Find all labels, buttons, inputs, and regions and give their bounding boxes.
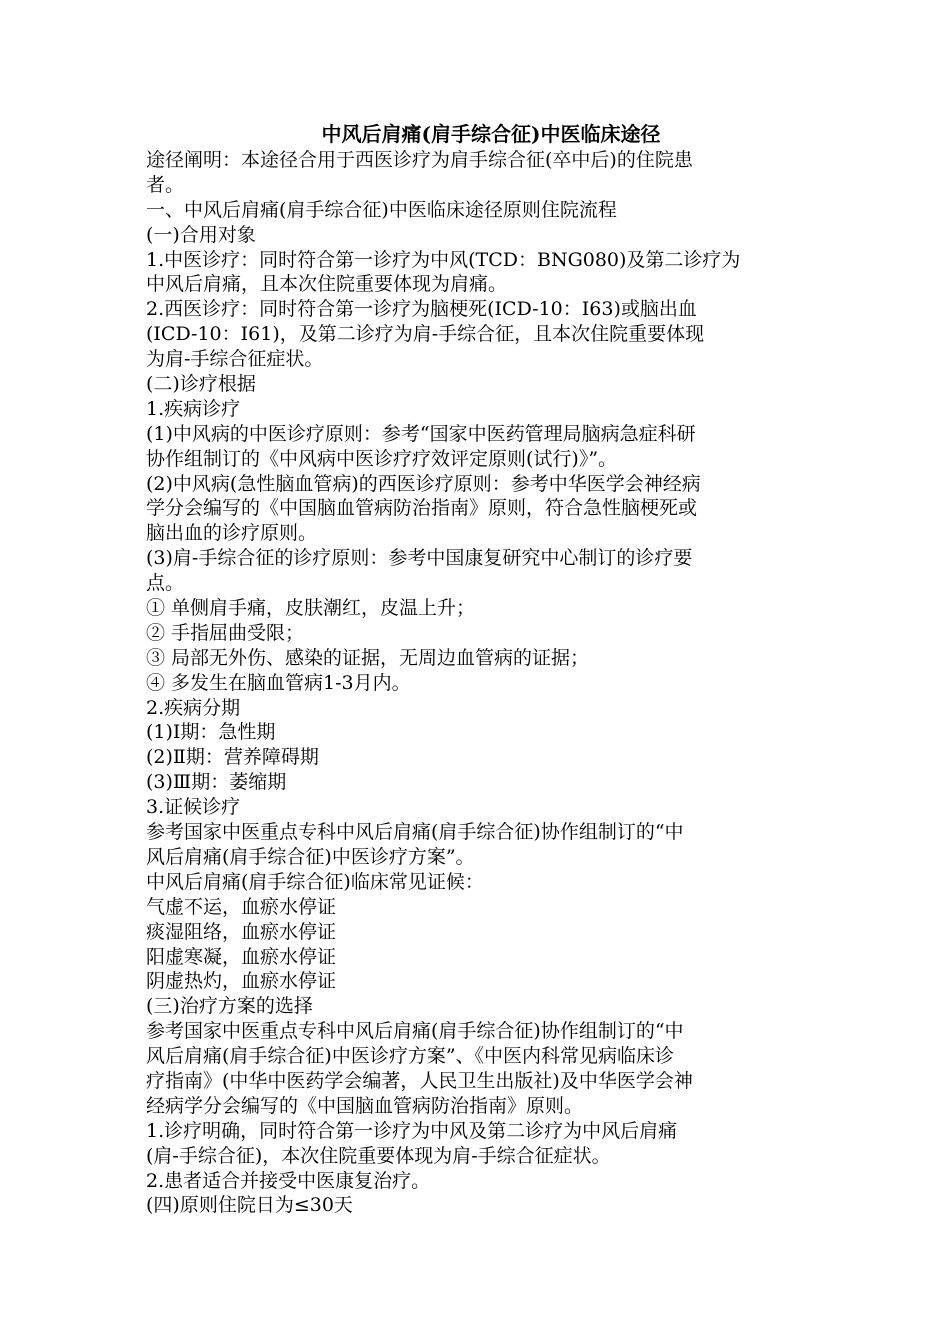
- text-line: 1.诊疗明确，同时符合第一诊疗为中风及第二诊疗为中风后肩痛: [146, 1119, 678, 1142]
- text-line: ③ 局部无外伤、感染的证据，无周边血管病的证据；: [146, 646, 590, 669]
- text-line: (四)原则住院日为≤30天: [146, 1194, 353, 1217]
- text-line: (3)肩-手综合征的诊疗原则：参考中国康复研究中心制订的诊疗要: [146, 547, 693, 570]
- document-body: [146, 148, 816, 1218]
- text-line: 痰湿阻络，血瘀水停证: [146, 920, 337, 943]
- text-line: 途径阐明：本途径合用于西医诊疗为肩手综合征(卒中后)的住院患: [146, 149, 693, 171]
- text-line: ④ 多发生在脑血管病1-3月内。: [146, 671, 411, 694]
- text-line: (3)Ⅲ期：萎缩期: [146, 771, 287, 794]
- text-line: ② 手指屈曲受限；: [146, 621, 305, 644]
- text-line: (肩-手综合征)，本次住院重要体现为肩-手综合征症状。: [146, 1144, 611, 1167]
- document-title: 中风后肩痛(肩手综合征)中医临床途径: [321, 122, 661, 146]
- document-page: [146, 120, 816, 1218]
- text-line: (三)治疗方案的选择: [146, 995, 313, 1018]
- text-line: 中风后肩痛，且本次住院重要体现为肩痛。: [146, 273, 508, 296]
- text-line: 中风后肩痛(肩手综合征)临床常见证候：: [146, 870, 484, 893]
- text-line: 点。: [146, 572, 185, 595]
- text-line: 1.疾病诊疗: [146, 397, 241, 420]
- text-line: 参考国家中医重点专科中风后肩痛(肩手综合征)协作组制订的“中: [146, 1020, 684, 1043]
- text-line: 经病学分会编写的《中国脑血管病防治指南》原则。: [146, 1094, 584, 1117]
- text-line: 阴虚热灼，血瘀水停证: [146, 970, 337, 993]
- text-line: 协作组制订的《中风病中医诊疗疗效评定原则(试行)》”。: [146, 447, 618, 470]
- text-line: (一)合用对象: [146, 223, 256, 246]
- text-line: 阳虚寒凝，血瘀水停证: [146, 945, 337, 968]
- text-line: (ICD-10：I61)，及第二诊疗为肩-手综合征，且本次住院重要体现: [146, 323, 705, 346]
- text-line: 学分会编写的《中国脑血管病防治指南》原则，符合急性脑梗死或: [146, 497, 698, 520]
- text-line: (2)Ⅱ期：营养障碍期: [146, 746, 319, 769]
- text-line: 2.患者适合并接受中医康复治疗。: [146, 1169, 431, 1192]
- text-line: 参考国家中医重点专科中风后肩痛(肩手综合征)协作组制订的“中: [146, 821, 684, 844]
- text-line: 风后肩痛(肩手综合征)中医诊疗方案”。: [146, 845, 475, 868]
- text-line: 2.西医诊疗：同时符合第一诊疗为脑梗死(ICD-10：I63)或脑出血: [146, 298, 697, 321]
- text-line: (1)中风病的中医诊疗原则：参考“国家中医药管理局脑病急症科研: [146, 422, 696, 445]
- text-line: 2.疾病分期: [146, 696, 241, 719]
- text-line: 1.中医诊疗：同时符合第一诊疗为中风(TCD：BNG080)及第二诊疗为: [146, 248, 741, 271]
- text-line: ① 单侧肩手痛，皮肤潮红，皮温上升；: [146, 597, 476, 620]
- text-line: (2)中风病(急性脑血管病)的西医诊疗原则：参考中华医学会神经病: [146, 472, 701, 495]
- text-line: 疗指南》(中华中医药学会编著，人民卫生出版社)及中华医学会神: [146, 1069, 693, 1092]
- text-line: 者。: [146, 173, 185, 196]
- text-line: 3.证候诊疗: [146, 796, 241, 819]
- text-line: (二)诊疗根据: [146, 373, 256, 396]
- text-line: (1)Ⅰ期：急性期: [146, 721, 276, 744]
- text-line: 一、中风后肩痛(肩手综合征)中医临床途径原则住院流程: [146, 198, 617, 221]
- text-line: 风后肩痛(肩手综合征)中医诊疗方案”、《中医内科常见病临床诊: [146, 1045, 675, 1068]
- text-line: 为肩-手综合征症状。: [146, 348, 324, 371]
- text-line: 脑出血的诊疗原则。: [146, 522, 318, 545]
- text-line: 气虚不运，血瘀水停证: [146, 895, 337, 918]
